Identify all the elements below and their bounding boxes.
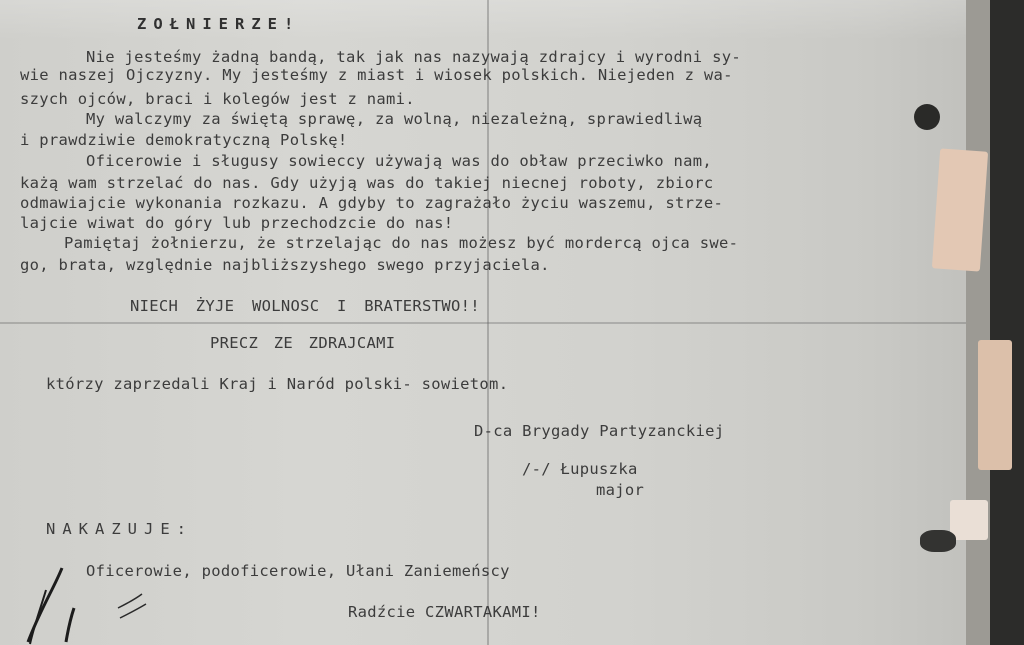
text-line: i prawdziwie demokratyczną Polskę! <box>20 131 348 149</box>
paper-tear-stain <box>978 340 1012 470</box>
text-line: lajcie wiwat do góry lub przechodzcie do nas! <box>20 214 454 232</box>
order-final: Radźcie CZWARTAKAMI! <box>348 603 541 621</box>
text-line: My walczymy za świętą sprawę, za wolną, niezależną, sprawiedliwą <box>86 110 703 128</box>
slogan-traitors: PRECZ ZE ZDRAJCAMI <box>210 334 396 352</box>
signature-rank: major <box>596 481 645 499</box>
text-line: Oficerowie i sługusy sowieccy używają was do obław przeciwko nam, <box>86 152 713 170</box>
punch-hole <box>920 530 956 552</box>
text-line: odmawiajcie wykonania rozkazu. A gdyby to zagrażało życiu waszemu, strze- <box>20 194 724 212</box>
signature-name: /-/ Łupuszka <box>522 460 638 478</box>
heading: ZOŁNIERZE! <box>137 15 301 33</box>
order-line: Oficerowie, podoficerowie, Ułani Zaniemeńscy <box>86 562 510 580</box>
text-line: go, brata, względnie najbliższyshego swego przyjaciela. <box>20 256 550 274</box>
text-line: każą wam strzelać do nas. Gdy użyją was do takiej niecnej roboty, zbiorc <box>20 174 714 192</box>
order-heading: NAKAZUJE: <box>46 520 193 538</box>
text-line: Nie jesteśmy żadną bandą, tak jak nas nazywają zdrajcy i wyrodni sy- <box>86 48 741 66</box>
slogan-freedom: NIECH ŻYJE WOLNOSC I BRATERSTWO!! <box>130 297 480 315</box>
paper-tear-stain <box>932 148 988 271</box>
text-line: Pamiętaj żołnierzu, że strzelając do nas możesz być mordercą ojca swe- <box>64 234 739 252</box>
slogan-traitors-cont: którzy zaprzedali Kraj i Naród polski- sowietom. <box>46 375 509 393</box>
handwritten-ink-mark <box>0 560 170 645</box>
signature-title: D-ca Brygady Partyzanckiej <box>474 422 725 440</box>
scanner-background-edge <box>990 0 1024 645</box>
horizontal-fold-crease <box>0 322 1024 324</box>
text-line: szych ojców, braci i kolegów jest z nami. <box>20 90 415 108</box>
punch-hole <box>914 104 940 130</box>
text-line: wie naszej Ojczyzny. My jesteśmy z miast i wiosek polskich. Niejeden z wa- <box>20 66 733 84</box>
torn-edge-strip <box>966 0 990 645</box>
paper-tear-stain <box>950 500 988 540</box>
